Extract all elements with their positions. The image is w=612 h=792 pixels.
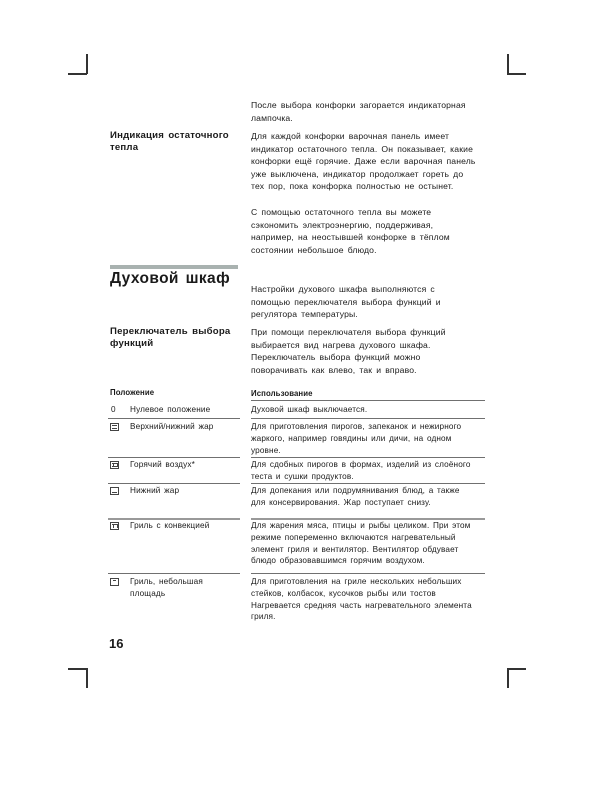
table-row-divider: [251, 457, 485, 458]
crop-mark-top-left: [86, 54, 88, 74]
residual-heat-paragraph-1: Для каждой конфорки варочная панель имеет индикатор остаточного тепла. Он показывает, какие конфорки ещё горячие. Даже если варочная панель уже выключена, индикатор продолжает гореть до тех пор, пока конфорка полностью не остынет.: [251, 131, 476, 192]
residual-heat-paragraph-2: С помощью остаточного тепла вы можете сэкономить электроэнергию, поддерживая, например, на неостывшей конфорке в тёплом состоянии небольшое блюдо.: [251, 207, 450, 255]
function-selector-text: При помощи переключателя выбора функций выбирается вид нагрева духового шкафа. Переключатель выбора функций можно поворачивать как влево, так и вправо.: [251, 327, 446, 375]
top-bottom-heat-icon: [110, 423, 119, 431]
hot-air-icon: [110, 461, 119, 469]
table-row-divider: [108, 418, 240, 419]
page-number: 16: [109, 636, 124, 651]
table-row-usage: Для сдобных пирогов в формах, изделий из слоёного теста и сушки продуктов.: [251, 460, 471, 481]
intro-text: После выбора конфорки загорается индикаторная лампочка.: [251, 100, 466, 123]
crop-mark-bottom-right: [507, 668, 526, 670]
fan-mark: [113, 524, 118, 528]
table-row-divider: [108, 573, 240, 574]
table-row-usage: Для приготовления пирогов, запеканок и нежирного жаркого, например говядины или дичи, на одном уровне.: [251, 422, 462, 455]
table-row-divider: [108, 457, 240, 458]
table-row-position: Гриль с конвекцией: [130, 521, 210, 530]
crop-mark-bottom-left: [68, 668, 87, 670]
table-row-symbol: 0: [111, 405, 116, 414]
oven-intro-text: Настройки духового шкафа выполняются с помощью переключателя выбора функций и регулятора температуры.: [251, 284, 441, 320]
table-row-usage: Для допекания или подрумянивания блюд, а также для консервирования. Жар поступает снизу.: [251, 486, 460, 507]
table-row-position: Гриль, небольшая площадь: [130, 577, 203, 598]
crop-mark-top-right: [507, 73, 526, 75]
grill-small-area-icon: [110, 578, 119, 586]
crop-mark-bottom-right: [507, 668, 509, 688]
fan-mark: [113, 463, 118, 467]
table-header-usage: Использование: [251, 389, 313, 398]
grill-convection-icon: [110, 522, 119, 530]
crop-mark-top-right: [507, 54, 509, 74]
table-row-divider: [108, 483, 240, 484]
residual-heat-label: Индикация остаточного тепла: [110, 130, 229, 153]
crop-mark-bottom-left: [86, 668, 88, 688]
table-row-usage: Духовой шкаф выключается.: [251, 405, 368, 414]
bottom-heat-icon: [110, 487, 119, 495]
table-row-position: Горячий воздух*: [130, 460, 195, 469]
table-row-usage: Для приготовления на гриле нескольких небольших стейков, колбасок, кусочков рыбы или тостов Нагревается средняя часть нагревательного элемента гриля.: [251, 577, 472, 622]
table-row-divider: [251, 418, 485, 419]
table-row-position: Верхний/нижний жар: [130, 422, 214, 431]
crop-mark-top-left: [68, 73, 87, 75]
oven-heading: Духовой шкаф: [110, 270, 231, 287]
table-row-position: Нижний жар: [130, 486, 180, 495]
table-row-usage: Для жарения мяса, птицы и рыбы целиком. При этом режиме попеременно включаются нагревательный элемент гриля и вентилятор. Вентилятор обдувает блюдо образовавшимся горячим воздухом.: [251, 521, 471, 566]
function-selector-label: Переключатель выбора функций: [110, 326, 231, 349]
table-header-divider: [251, 400, 485, 401]
section-divider-bar: [110, 265, 238, 269]
table-row-divider: [251, 483, 485, 484]
table-row-divider: [251, 573, 485, 574]
table-row-position: Нулевое положение: [130, 405, 211, 414]
table-header-position: Положение: [110, 388, 155, 397]
